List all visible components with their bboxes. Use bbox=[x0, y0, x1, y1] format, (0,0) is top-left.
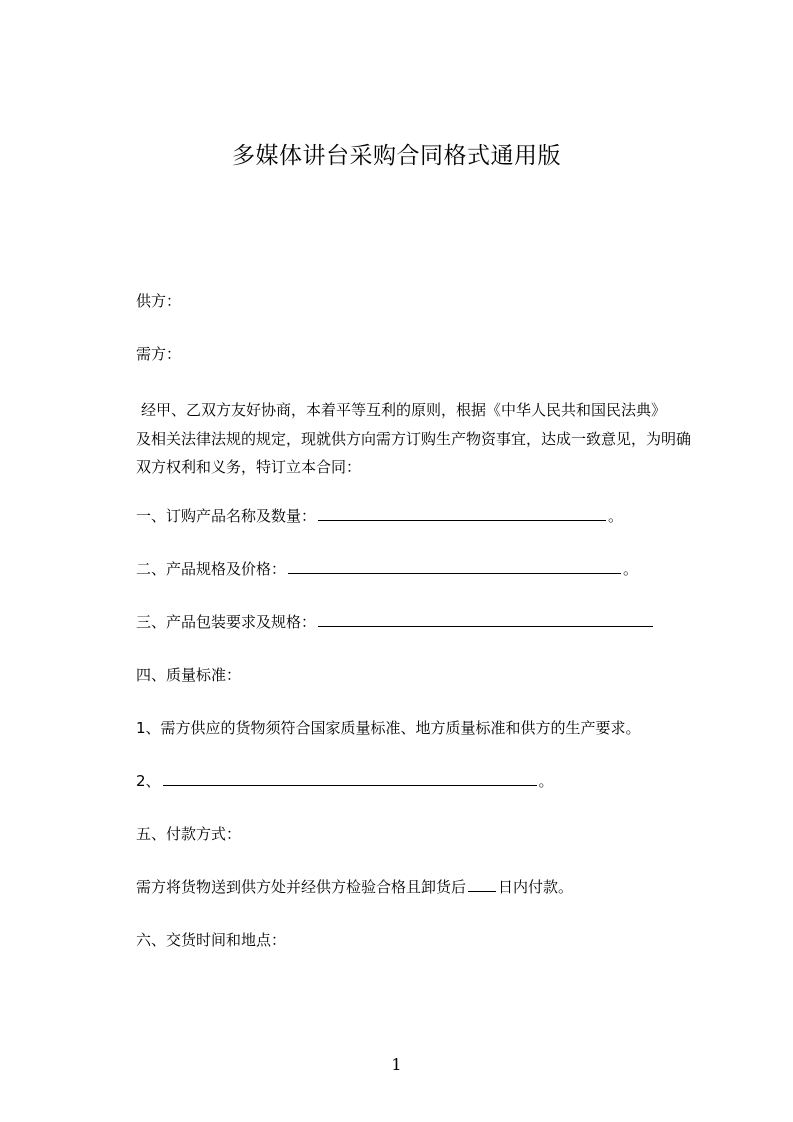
clause-3 bbox=[136, 611, 655, 633]
clause-3-blank bbox=[318, 612, 653, 627]
clause-2-blank bbox=[288, 559, 621, 574]
clause-3-label: 三、产品包装要求及规格： bbox=[136, 613, 317, 631]
clause-1-blank bbox=[318, 506, 606, 521]
intro-line-2: 及相关法律法规的规定，现就供方向需方订购生产物资事宜，达成一致意见，为明确 bbox=[136, 429, 692, 448]
buyer-label: 需方： bbox=[136, 345, 182, 363]
intro-line-3: 双方权利和义务，特订立本合同： bbox=[136, 458, 362, 476]
clause-5-text bbox=[136, 876, 573, 898]
clause-4-item-2 bbox=[136, 770, 554, 792]
clause-5-text-after: 日内付款。 bbox=[498, 878, 574, 896]
clause-4-item-2-label: 2、 bbox=[136, 772, 161, 790]
clause-2 bbox=[136, 558, 638, 580]
clause-6-heading: 六、交货时间和地点： bbox=[136, 931, 287, 949]
page-number: 1 bbox=[391, 1055, 402, 1074]
clause-5-days-blank bbox=[468, 877, 496, 892]
clause-5-text-before: 需方将货物送到供方处并经供方检验合格且卸货后 bbox=[136, 878, 467, 896]
clause-4-item-2-blank bbox=[163, 771, 537, 786]
clause-4-item-2-end: 。 bbox=[538, 772, 554, 790]
intro-line-1: 经甲、乙双方友好协商，本着平等互利的原则，根据《中华人民共和国民法典》 bbox=[141, 401, 667, 419]
document-title: 多媒体讲台采购合同格式通用版 bbox=[232, 143, 561, 169]
clause-1 bbox=[136, 505, 623, 527]
clause-4-heading: 四、质量标准： bbox=[136, 666, 242, 684]
clause-4-item-1: 1、需方供应的货物须符合国家质量标准、地方质量标准和供方的生产要求。 bbox=[136, 719, 641, 737]
clause-1-end: 。 bbox=[608, 507, 624, 525]
clause-2-end: 。 bbox=[623, 560, 639, 578]
clause-5-heading: 五、付款方式： bbox=[136, 825, 242, 843]
intro-paragraph bbox=[136, 396, 698, 482]
clause-1-label: 一、订购产品名称及数量： bbox=[136, 507, 317, 525]
clause-2-label: 二、产品规格及价格： bbox=[136, 560, 287, 578]
supplier-label: 供方： bbox=[136, 292, 182, 310]
